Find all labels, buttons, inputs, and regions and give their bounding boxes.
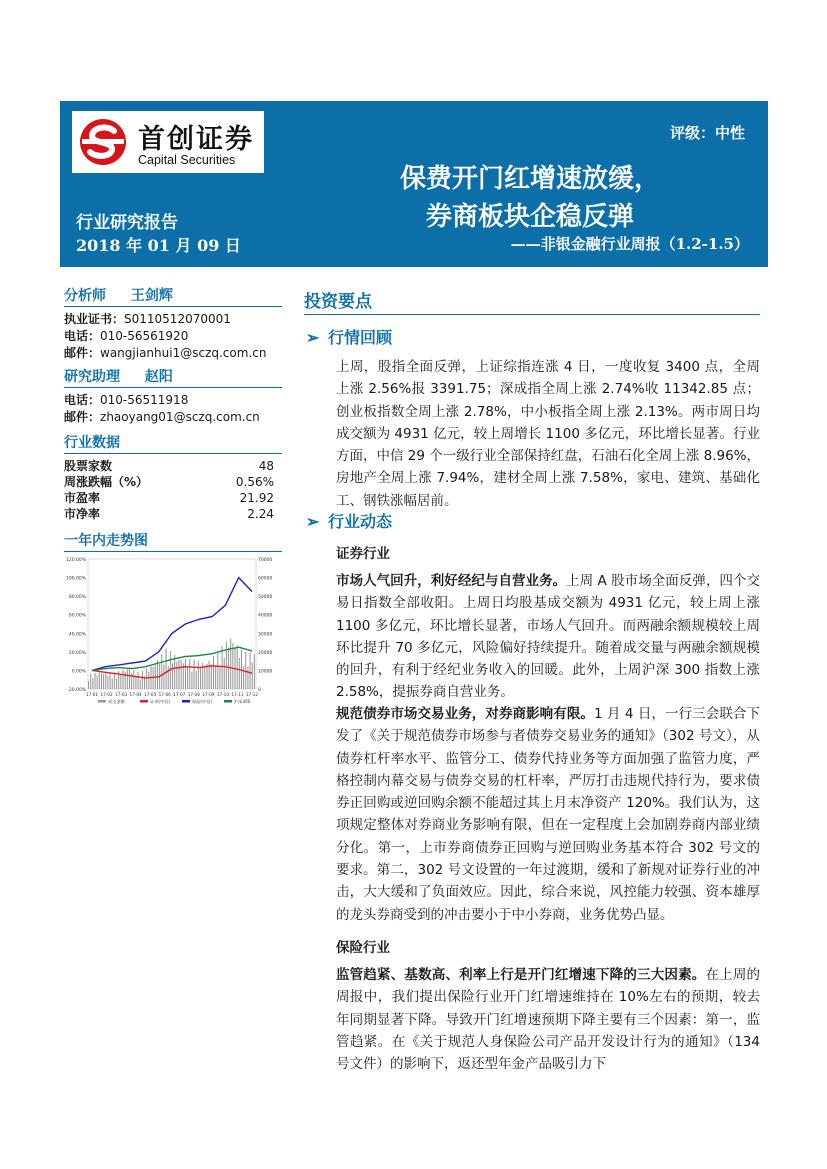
volume-bar: [90, 674, 91, 689]
volume-bar: [237, 645, 238, 689]
volume-bar: [172, 663, 173, 689]
volume-bar: [99, 673, 100, 689]
company-logo: [72, 111, 264, 173]
data-label: 周涨跌幅（%）: [64, 475, 149, 489]
x-tick-label: 17-02: [100, 692, 113, 697]
sidebar: [64, 285, 282, 556]
subsection-insurance: 保险行业: [336, 940, 390, 956]
y-left-tick-label: 80.00%: [68, 595, 86, 601]
analyst-cert-line: [64, 311, 282, 328]
securities-paragraph-1: [336, 570, 760, 704]
legend-label: 沪深300: [234, 699, 251, 704]
volume-bar: [127, 669, 128, 689]
volume-bar: [178, 659, 179, 689]
industry-data-row: [64, 506, 282, 522]
logo-chinese-name: 首创证券: [138, 124, 254, 155]
volume-bar: [116, 678, 117, 689]
volume-bar: [204, 666, 205, 689]
legend-label: 成交金额: [108, 699, 125, 704]
legend-swatch: [182, 700, 190, 703]
rating-label: 评级：中性: [669, 124, 745, 142]
data-label: 市净率: [64, 507, 101, 521]
assistant-name: 赵阳: [144, 369, 173, 385]
volume-bar: [166, 648, 167, 689]
data-value: 0.56%: [235, 475, 274, 489]
volume-bar: [142, 671, 143, 689]
securities-paragraph-2: [336, 703, 760, 926]
subsection-securities: 证券行业: [336, 546, 390, 562]
volume-bar: [110, 672, 111, 689]
volume-bar: [232, 643, 233, 689]
volume-bar: [163, 665, 164, 689]
volume-bar: [247, 666, 248, 689]
volume-bar: [97, 676, 98, 689]
assistant-phone-label: 电话：: [64, 393, 101, 407]
legend-swatch: [98, 700, 106, 703]
assistant-email-line: [64, 409, 282, 426]
y-left-tick-label: 60.00%: [68, 613, 86, 619]
y-right-tick-label: 70000: [258, 558, 273, 563]
report-date: 2018 年 01 月 09 日: [76, 236, 241, 255]
volume-bar: [196, 671, 197, 689]
volume-bar: [224, 658, 225, 689]
volume-bar: [148, 672, 149, 689]
trend-chart-title: 一年内走势图: [64, 530, 282, 552]
x-tick-label: 17-01: [85, 692, 99, 697]
volume-bar: [209, 661, 210, 689]
assistant-label: 研究助理: [64, 369, 120, 385]
volume-bar: [187, 667, 188, 689]
market-review-paragraph: 上周，股指全面反弹，上证综指连涨 4 日，一度收复 3400 点，全周上涨 2.56%报 3391.75；深成指全周上涨 2.74%收 11342.85 点；创业板指数全周上涨 2.78%，中小板指全周上涨 2.13%。两市周日均成交额为 4931 亿元，较上周增长 1100 多亿元，环比增长显著。行业方面，中信 29 个一级行业全部保持红盘，石油石化全周上涨 8.96%，房地产全周上涨 7.94%，建材全周上涨 7.58%，家电、建筑、基础化工、钢铁涨幅居前。: [336, 359, 760, 509]
volume-bar: [254, 654, 255, 689]
volume-bar: [129, 670, 130, 689]
volume-bar: [105, 672, 106, 689]
legend-swatch: [140, 700, 148, 703]
analyst-phone-line: [64, 328, 282, 345]
arrow-right-icon: ➢: [306, 328, 320, 347]
trend-chart: [64, 553, 276, 705]
section-title: 行业动态: [328, 512, 393, 531]
y-left-tick-label: 120.00%: [65, 558, 86, 563]
x-tick-label: 17-10: [216, 692, 229, 697]
volume-bar: [211, 664, 212, 689]
y-right-tick-label: 10000: [258, 669, 273, 675]
volume-bar: [217, 652, 218, 689]
y-right-tick-label: 50000: [258, 595, 273, 601]
volume-bar: [94, 673, 95, 689]
volume-bar: [146, 668, 147, 689]
paragraph-body: 在上周的周报中，我们提出保险行业开门红增速维持在 10%左右的预期，较去年同期显著下降。导致开门红增速预期下降主要有三个因素：第一，监管趋紧。在《关于规范人身保险公司产品开发设计行为的通知》（134 号文件）的影响下，返还型年金产品吸引力下: [336, 967, 761, 1073]
analyst-cert-label: 执业证书：: [64, 312, 125, 326]
report-title-line1: 保费开门红增速放缓，: [399, 164, 660, 194]
paragraph-lead: 规范债券市场交易业务，对券商影响有限。: [336, 706, 594, 722]
x-tick-label: 17-07: [173, 692, 186, 697]
logo-english-name: Capital Securities: [138, 153, 236, 167]
volume-bar: [219, 666, 220, 689]
section-market-review: [306, 325, 392, 348]
volume-bar: [215, 666, 216, 689]
volume-bar: [88, 681, 89, 689]
volume-bar: [120, 675, 121, 689]
assistant-email-label: 邮件：: [64, 410, 101, 424]
x-tick-label: 17-05: [144, 692, 157, 697]
y-left-tick-label: 100.00%: [65, 576, 86, 582]
data-value: 21.92: [239, 491, 274, 505]
volume-bar: [135, 676, 136, 689]
main-column: [304, 287, 760, 315]
analyst-header: [64, 285, 282, 307]
x-tick-label: 17-09: [202, 692, 215, 697]
assistant-phone: 010-56511918: [100, 393, 189, 407]
volume-bar: [252, 662, 253, 689]
paragraph-lead: 市场人气回升，利好经纪与自营业务。: [336, 573, 567, 589]
volume-bar: [138, 671, 139, 689]
analyst-email-line: [64, 345, 282, 362]
capital-securities-logo-icon: [78, 117, 128, 167]
report-type: 行业研究报告: [76, 213, 178, 233]
volume-bar: [174, 655, 175, 689]
report-subtitle: ——非银金融行业周报（1.2-1.5）: [510, 235, 749, 253]
paragraph-body: 1 月 4 日，一行三会联合下发了《关于规范债券市场参与者债券交易业务的通知》（302 号文），从债券杠杆率水平、监管分工、债券代持业务等方面加强了监管力度，严格控制内幕交易与债券交易的杠杆率，严厉打击违规代持行为，要求债券正回购或逆回购余额不能超过其上月末净资产 120%。我们认为，这项规定整体对券商业务影响有限，但在一定程度上会加剧券商内部业绩分化。第一，上市券商债券正回购与逆回购业务基本符合 302 号文的要求。第二，302 号文设置的一年过渡期，缓和了新规对证券行业的冲击，大大缓和了负面效应。因此，综合来说，风控能力较强、资本雄厚的龙头券商受到的冲击要小于中小券商，业务优势凸显。: [336, 706, 760, 923]
y-left-tick-label: 40.00%: [68, 632, 86, 638]
volume-bar: [157, 660, 158, 689]
arrow-right-icon: ➢: [306, 512, 320, 531]
data-value: 48: [258, 459, 274, 473]
paragraph-body: 上周 A 股市场全面反弹，四个交易日指数全部收阳。上周日均股基成交额为 4931 亿元，较上周上涨 1100 多亿元，环比增长显著，市场人气回升。而两融余额规模较上周环比提升 70 多亿元，风险偏好持续提升。随着成交量与两融余额规模的回升，有利于经纪业务收入的回暖。此外，上周沪深 300 指数上涨 2.58%，提振券商自营业务。: [336, 573, 761, 701]
x-tick-label: 17-06: [158, 692, 171, 697]
y-left-tick-label: -20.00%: [67, 688, 86, 693]
y-right-tick-label: 30000: [258, 632, 273, 638]
analyst-name: 王剑辉: [130, 288, 173, 304]
volume-bar: [185, 659, 186, 689]
y-left-tick-label: 20.00%: [68, 650, 86, 656]
industry-data-row: [64, 490, 282, 506]
volume-bar: [243, 667, 244, 689]
volume-bar: [241, 649, 242, 689]
section-title: 行情回顾: [328, 328, 393, 347]
data-label: 市盈率: [64, 491, 101, 505]
section-industry-news: [306, 509, 392, 532]
y-left-tick-label: 0.00%: [71, 669, 86, 675]
volume-bar: [189, 659, 190, 689]
analyst-label: 分析师: [64, 288, 106, 304]
volume-bar: [198, 661, 199, 689]
assistant-phone-line: [64, 392, 282, 409]
volume-bar: [250, 652, 251, 689]
volume-bar: [125, 672, 126, 689]
data-value: 2.24: [247, 507, 274, 521]
x-tick-label: 17-08: [187, 692, 200, 697]
volume-bar: [114, 672, 115, 689]
volume-bar: [101, 673, 102, 689]
assistant-email[interactable]: zhaoyang01@sczq.com.cn: [100, 410, 260, 424]
report-title-line2: 券商板块企稳反弹: [425, 202, 634, 232]
volume-bar: [140, 680, 141, 689]
legend-swatch: [224, 700, 232, 703]
x-tick-label: 17-11: [231, 692, 244, 697]
analyst-cert: S0110512070001: [124, 312, 231, 326]
y-right-tick-label: 0: [258, 688, 261, 693]
volume-bar: [222, 646, 223, 689]
volume-bar: [92, 678, 93, 689]
analyst-phone: 010-56561920: [100, 329, 189, 343]
volume-bar: [228, 648, 229, 689]
paragraph-lead: 监管趋紧、基数高、利率上行是开门红增速下降的三大因素。: [336, 967, 706, 983]
industry-data-row: [64, 474, 282, 490]
volume-bar: [194, 660, 195, 689]
x-tick-label: 17-03: [115, 692, 128, 697]
volume-bar: [107, 676, 108, 689]
volume-bar: [245, 652, 246, 689]
y-right-tick-label: 40000: [258, 613, 273, 619]
volume-bar: [230, 639, 231, 689]
volume-bar: [103, 674, 104, 689]
volume-bar: [206, 664, 207, 689]
industry-data-title: 行业数据: [64, 432, 282, 454]
x-tick-label: 17-04: [129, 692, 142, 697]
volume-bar: [226, 641, 227, 689]
volume-bar: [161, 654, 162, 689]
x-tick-label: 17-12: [245, 692, 259, 697]
data-label: 股票家数: [64, 459, 113, 473]
assistant-header: [64, 366, 282, 388]
industry-data-row: [64, 458, 282, 474]
invest-title: 投资要点: [304, 287, 760, 315]
volume-bar: [239, 658, 240, 689]
volume-bar: [176, 661, 177, 689]
volume-bar: [133, 670, 134, 689]
y-right-tick-label: 60000: [258, 576, 273, 582]
analyst-email-label: 邮件：: [64, 346, 101, 360]
volume-bar: [112, 678, 113, 689]
legend-label: 保险(中信): [192, 699, 213, 704]
volume-bar: [181, 660, 182, 689]
volume-bar: [200, 668, 201, 689]
analyst-phone-label: 电话：: [64, 329, 101, 343]
legend-label: 证券(中信): [150, 699, 171, 704]
volume-bar: [191, 672, 192, 689]
volume-bar: [122, 670, 123, 689]
y-right-tick-label: 20000: [258, 650, 273, 656]
volume-bar: [168, 666, 169, 689]
insurance-paragraph-1: [336, 964, 760, 1075]
volume-bar: [213, 656, 214, 689]
analyst-email[interactable]: wangjianhui1@sczq.com.cn: [100, 346, 267, 360]
